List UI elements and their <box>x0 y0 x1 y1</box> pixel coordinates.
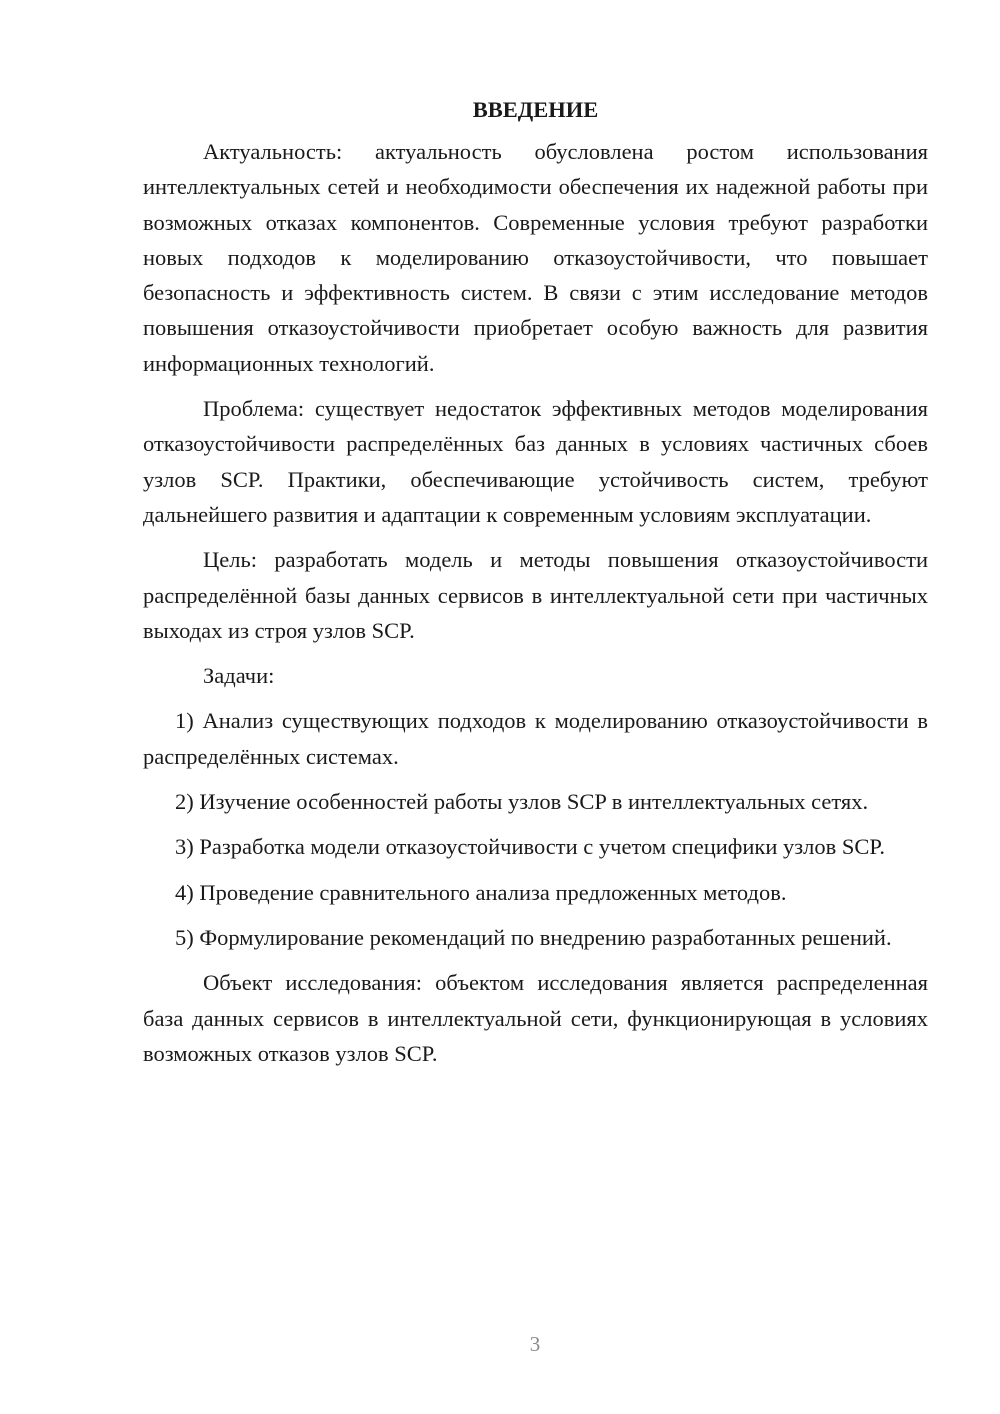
task-item: 4) Проведение сравнительного анализа предложенных методов. <box>175 879 787 905</box>
task-item: 1) Анализ существующих подходов к моделированию отказоустойчивости в распределённых системах. <box>143 708 928 769</box>
object-paragraph: Объект исследования: объектом исследования является распределенная база данных сервисов в интеллектуальной сети, функционирующая в условиях возможных отказов узлов SCP. <box>143 970 928 1066</box>
goal-paragraph: Цель: разработать модель и методы повышения отказоустойчивости распределённой базы данных сервисов в интеллектуальной сети при частичных выходах из строя узлов SCP. <box>143 547 928 643</box>
task-item: 3) Разработка модели отказоустойчивости с учетом специфики узлов SCP. <box>175 834 886 860</box>
task-item: 5) Формулирование рекомендаций по внедрению разработанных решений. <box>175 924 892 950</box>
document-page <box>143 95 928 1071</box>
problem-paragraph: Проблема: существует недостаток эффективных методов моделирования отказоустойчивости распределённых баз данных в условиях частичных сбоев узлов SCP. Практики, обеспечивающие устойчивость систем, требуют дальнейшего развития и адаптации к современным условиям эксплуатации. <box>143 396 928 527</box>
section-title: ВВЕДЕНИЕ <box>472 97 599 122</box>
relevance-paragraph: Актуальность: актуальность обусловлена ростом использования интеллектуальных сетей и необходимости обеспечения их надежной работы при возможных отказах компонентов. Современные условия требуют разработки новых подходов к моделированию отказоустойчивости, что повышает безопасность и эффективность систем. В связи с этим исследование методов повышения отказоустойчивости приобретает особую важность для развития информационных технологий. <box>143 139 928 376</box>
task-item: 2) Изучение особенностей работы узлов SCP в интеллектуальных сетях. <box>175 789 869 815</box>
tasks-heading: Задачи: <box>203 663 275 689</box>
page-number: 3 <box>529 1332 541 1356</box>
